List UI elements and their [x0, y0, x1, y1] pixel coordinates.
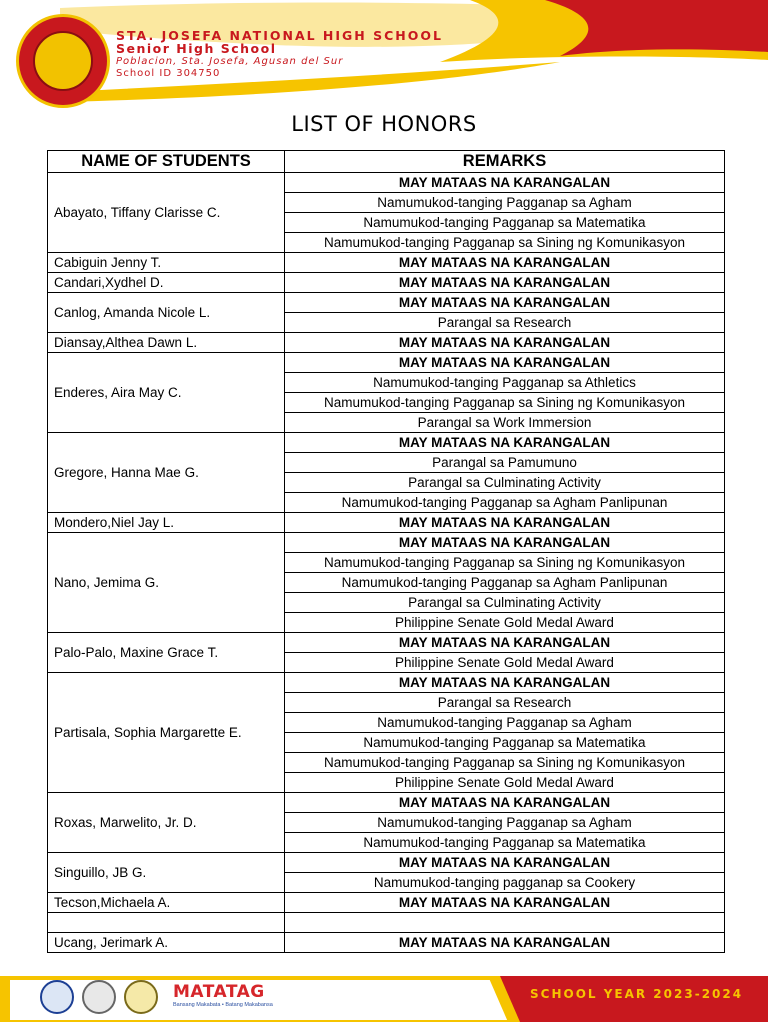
student-name: Partisala, Sophia Margarette E.	[48, 673, 285, 793]
student-remark: MAY MATAAS NA KARANGALAN	[285, 853, 725, 873]
school-seal-icon	[16, 14, 110, 108]
student-name: Abayato, Tiffany Clarisse C.	[48, 173, 285, 253]
student-remark: MAY MATAAS NA KARANGALAN	[285, 333, 725, 353]
student-remark: MAY MATAAS NA KARANGALAN	[285, 633, 725, 653]
honors-table-body	[48, 173, 725, 953]
student-name: Diansay,Althea Dawn L.	[48, 333, 285, 353]
school-address: Poblacion, Sta. Josefa, Agusan del Sur	[116, 56, 344, 67]
student-remark: MAY MATAAS NA KARANGALAN	[285, 253, 725, 273]
table-row	[48, 293, 725, 313]
page-header	[0, 0, 768, 110]
student-remark: Parangal sa Work Immersion	[285, 413, 725, 433]
table-row	[48, 333, 725, 353]
deped-seal-icon	[40, 980, 74, 1014]
school-id: School ID 304750	[116, 68, 221, 79]
student-remark: Namumukod-tanging Pagganap sa Matematika	[285, 733, 725, 753]
student-remark: MAY MATAAS NA KARANGALAN	[285, 793, 725, 813]
student-name: Nano, Jemima G.	[48, 533, 285, 633]
student-remark: MAY MATAAS NA KARANGALAN	[285, 173, 725, 193]
student-name: Canlog, Amanda Nicole L.	[48, 293, 285, 333]
table-row	[48, 893, 725, 913]
table-row	[48, 933, 725, 953]
student-remark	[285, 913, 725, 933]
table-row	[48, 673, 725, 693]
student-name: Enderes, Aira May C.	[48, 353, 285, 433]
table-row	[48, 173, 725, 193]
school-name: STA. JOSEFA NATIONAL HIGH SCHOOL	[116, 28, 443, 43]
student-remark: MAY MATAAS NA KARANGALAN	[285, 433, 725, 453]
student-remark: Namumukod-tanging Pagganap sa Agham	[285, 713, 725, 733]
division-seal-icon	[82, 980, 116, 1014]
document-title: LIST OF HONORS	[291, 112, 477, 136]
table-row	[48, 273, 725, 293]
matatag-tagline: Bansang Makabata • Batang Makabansa	[173, 1002, 273, 1008]
student-remark: Philippine Senate Gold Medal Award	[285, 613, 725, 633]
student-remark: Parangal sa Pamumuno	[285, 453, 725, 473]
student-remark: MAY MATAAS NA KARANGALAN	[285, 893, 725, 913]
student-name: Singuillo, JB G.	[48, 853, 285, 893]
student-remark: MAY MATAAS NA KARANGALAN	[285, 933, 725, 953]
student-remark: Parangal sa Research	[285, 693, 725, 713]
student-remark: MAY MATAAS NA KARANGALAN	[285, 513, 725, 533]
student-remark: Philippine Senate Gold Medal Award	[285, 653, 725, 673]
student-name: Candari,Xydhel D.	[48, 273, 285, 293]
student-name: Gregore, Hanna Mae G.	[48, 433, 285, 513]
table-row	[48, 913, 725, 933]
column-header-name: NAME OF STUDENTS	[48, 151, 285, 173]
student-remark: Namumukod-tanging Pagganap sa Sining ng Komunikasyon	[285, 553, 725, 573]
table-row	[48, 853, 725, 873]
student-remark: Parangal sa Culminating Activity	[285, 593, 725, 613]
table-header-row	[48, 151, 725, 173]
student-remark: Namumukod-tanging Pagganap sa Agham	[285, 193, 725, 213]
student-name: Ucang, Jerimark A.	[48, 933, 285, 953]
student-name: Palo-Palo, Maxine Grace T.	[48, 633, 285, 673]
student-remark: Namumukod-tanging Pagganap sa Agham Panlipunan	[285, 493, 725, 513]
student-remark: MAY MATAAS NA KARANGALAN	[285, 273, 725, 293]
student-remark: Namumukod-tanging Pagganap sa Sining ng Komunikasyon	[285, 393, 725, 413]
table-row	[48, 253, 725, 273]
student-name	[48, 913, 285, 933]
student-remark: Parangal sa Culminating Activity	[285, 473, 725, 493]
student-name: Cabiguin Jenny T.	[48, 253, 285, 273]
school-subtitle: Senior High School	[116, 41, 277, 56]
school-footer-seal-icon	[124, 980, 158, 1014]
student-remark: Namumukod-tanging Pagganap sa Matematika	[285, 833, 725, 853]
student-remark: MAY MATAAS NA KARANGALAN	[285, 533, 725, 553]
student-remark: Namumukod-tanging Pagganap sa Matematika	[285, 213, 725, 233]
student-remark: Parangal sa Research	[285, 313, 725, 333]
student-remark: Namumukod-tanging Pagganap sa Agham	[285, 813, 725, 833]
table-row	[48, 793, 725, 813]
student-remark: MAY MATAAS NA KARANGALAN	[285, 353, 725, 373]
student-remark: Namumukod-tanging Pagganap sa Sining ng Komunikasyon	[285, 233, 725, 253]
student-remark: Namumukod-tanging Pagganap sa Athletics	[285, 373, 725, 393]
table-row	[48, 513, 725, 533]
student-name: Mondero,Niel Jay L.	[48, 513, 285, 533]
matatag-brand: MATATAG	[173, 982, 265, 1002]
student-remark: MAY MATAAS NA KARANGALAN	[285, 293, 725, 313]
table-row	[48, 533, 725, 553]
table-row	[48, 433, 725, 453]
student-name: Tecson,Michaela A.	[48, 893, 285, 913]
school-year: SCHOOL YEAR 2023-2024	[530, 987, 744, 1001]
table-row	[48, 633, 725, 653]
student-remark: Namumukod-tanging pagganap sa Cookery	[285, 873, 725, 893]
student-remark: Namumukod-tanging Pagganap sa Agham Panlipunan	[285, 573, 725, 593]
table-row	[48, 353, 725, 373]
honors-table	[47, 150, 725, 953]
student-remark: MAY MATAAS NA KARANGALAN	[285, 673, 725, 693]
student-remark: Namumukod-tanging Pagganap sa Sining ng Komunikasyon	[285, 753, 725, 773]
column-header-remarks: REMARKS	[285, 151, 725, 173]
student-name: Roxas, Marwelito, Jr. D.	[48, 793, 285, 853]
page-footer	[0, 970, 768, 1024]
student-remark: Philippine Senate Gold Medal Award	[285, 773, 725, 793]
